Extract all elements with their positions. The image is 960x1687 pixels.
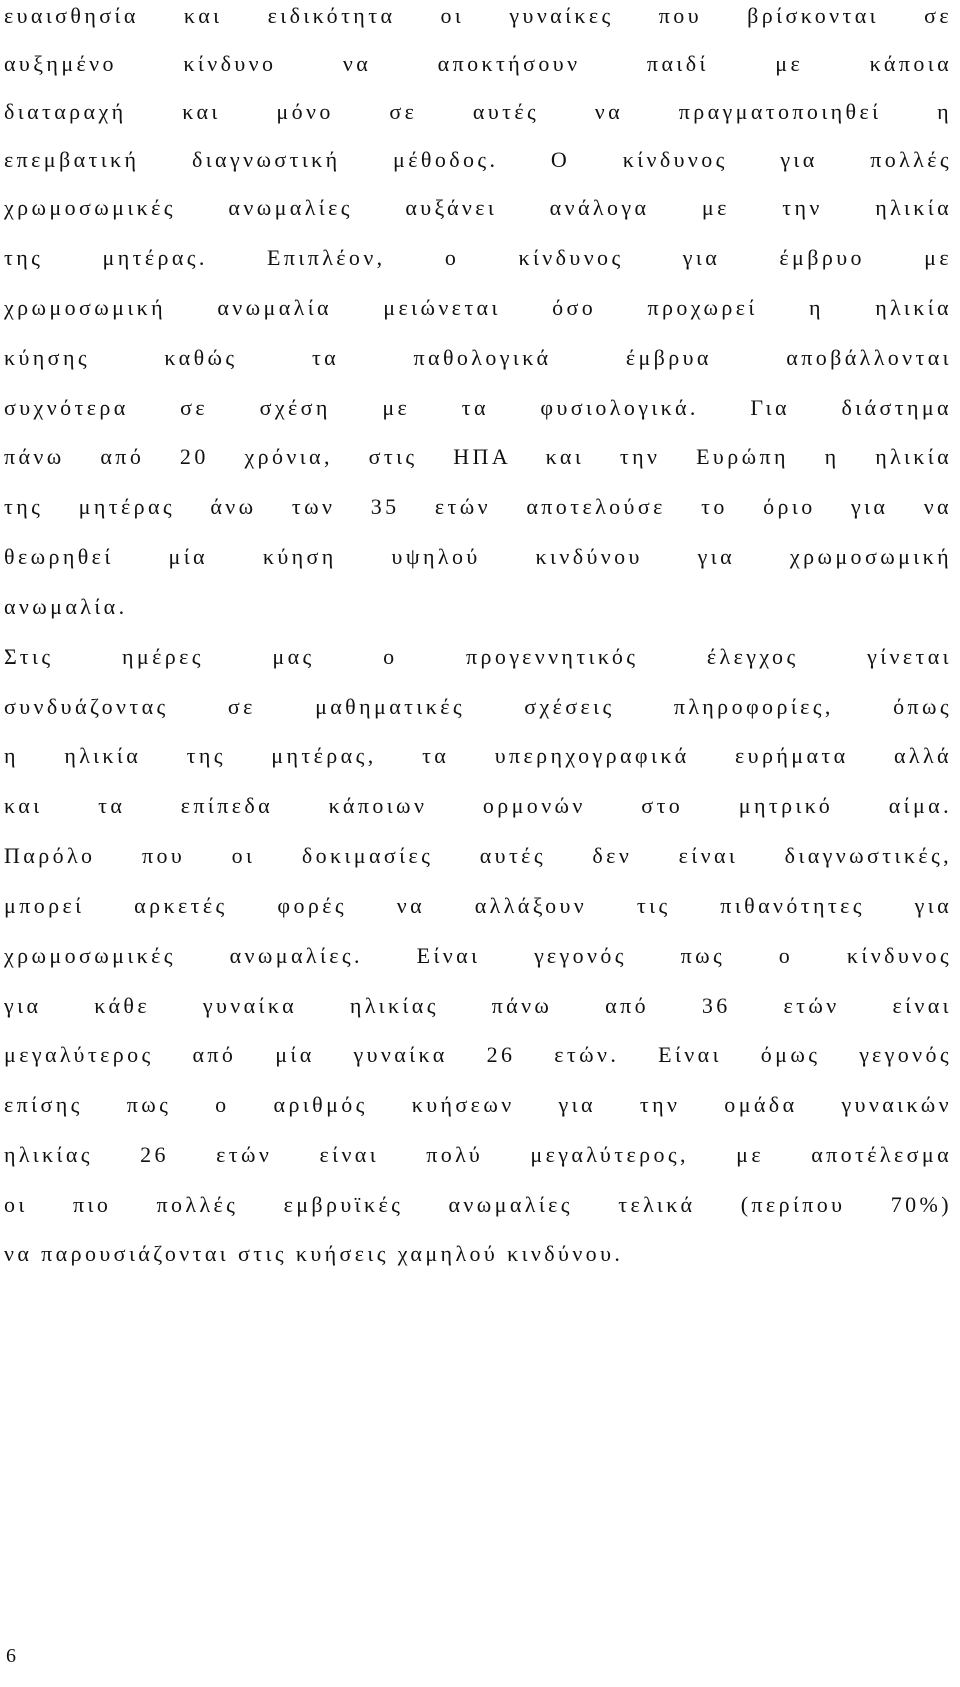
text-line: αυξημένο κίνδυνο να αποκτήσουν παιδί με κάποια [4, 51, 952, 76]
page-number: 6 [6, 1645, 16, 1667]
text-line: χρωμοσωμική ανωμαλία μειώνεται όσο προχωρεί η ηλικία [4, 295, 952, 320]
text-line-last: ανωμαλία. [4, 594, 128, 619]
text-line: μεγαλύτερος από μία γυναίκα 26 ετών. Είναι όμως γεγονός [4, 1042, 952, 1067]
text-line: χρωμοσωμικές ανωμαλίες. Είναι γεγονός πως ο κίνδυνος [4, 943, 952, 968]
text-line: ευαισθησία και ειδικότητα οι γυναίκες που βρίσκονται σε [4, 3, 952, 28]
text-line: μπορεί αρκετές φορές να αλλάξουν τις πιθανότητες για [4, 893, 952, 918]
text-line: και τα επίπεδα κάποιων ορμονών στο μητρικό αίμα. [4, 793, 952, 818]
text-line: θεωρηθεί μία κύηση υψηλού κινδύνου για χρωμοσωμική [4, 544, 952, 569]
text-line: επεμβατική διαγνωστική μέθοδος. Ο κίνδυνος για πολλές [4, 147, 952, 172]
text-line: για κάθε γυναίκα ηλικίας πάνω από 36 ετών είναι [4, 993, 952, 1018]
text-line: επίσης πως ο αριθμός κυήσεων για την ομάδα γυναικών [4, 1092, 952, 1117]
text-line: διαταραχή και μόνο σε αυτές να πραγματοποιηθεί η [4, 99, 952, 124]
text-line: οι πιο πολλές εμβρυϊκές ανωμαλίες τελικά (περίπου 70%) [4, 1192, 952, 1217]
text-line: συνδυάζοντας σε μαθηματικές σχέσεις πληροφορίες, όπως [4, 694, 952, 719]
text-line: Παρόλο που οι δοκιμασίες αυτές δεν είναι διαγνωστικές, [4, 843, 952, 868]
text-line: της μητέρας. Επιπλέον, ο κίνδυνος για έμβρυο με [4, 245, 952, 270]
text-line-last: να παρουσιάζονται στις κυήσεις χαμηλού κινδύνου. [4, 1241, 624, 1266]
text-line: πάνω από 20 χρόνια, στις ΗΠΑ και την Ευρώπη η ηλικία [4, 444, 952, 469]
text-line: ηλικίας 26 ετών είναι πολύ μεγαλύτερος, με αποτέλεσμα [4, 1142, 952, 1167]
text-line: κύησης καθώς τα παθολογικά έμβρυα αποβάλλονται [4, 345, 952, 370]
text-line: της μητέρας άνω των 35 ετών αποτελούσε το όριο για να [4, 494, 952, 519]
text-line: συχνότερα σε σχέση με τα φυσιολογικά. Για διάστημα [4, 395, 952, 420]
text-line: η ηλικία της μητέρας, τα υπερηχογραφικά ευρήματα αλλά [4, 743, 952, 768]
text-line: Στις ημέρες μας ο προγεννητικός έλεγχος γίνεται [4, 644, 952, 669]
text-line: χρωμοσωμικές ανωμαλίες αυξάνει ανάλογα με την ηλικία [4, 195, 952, 220]
